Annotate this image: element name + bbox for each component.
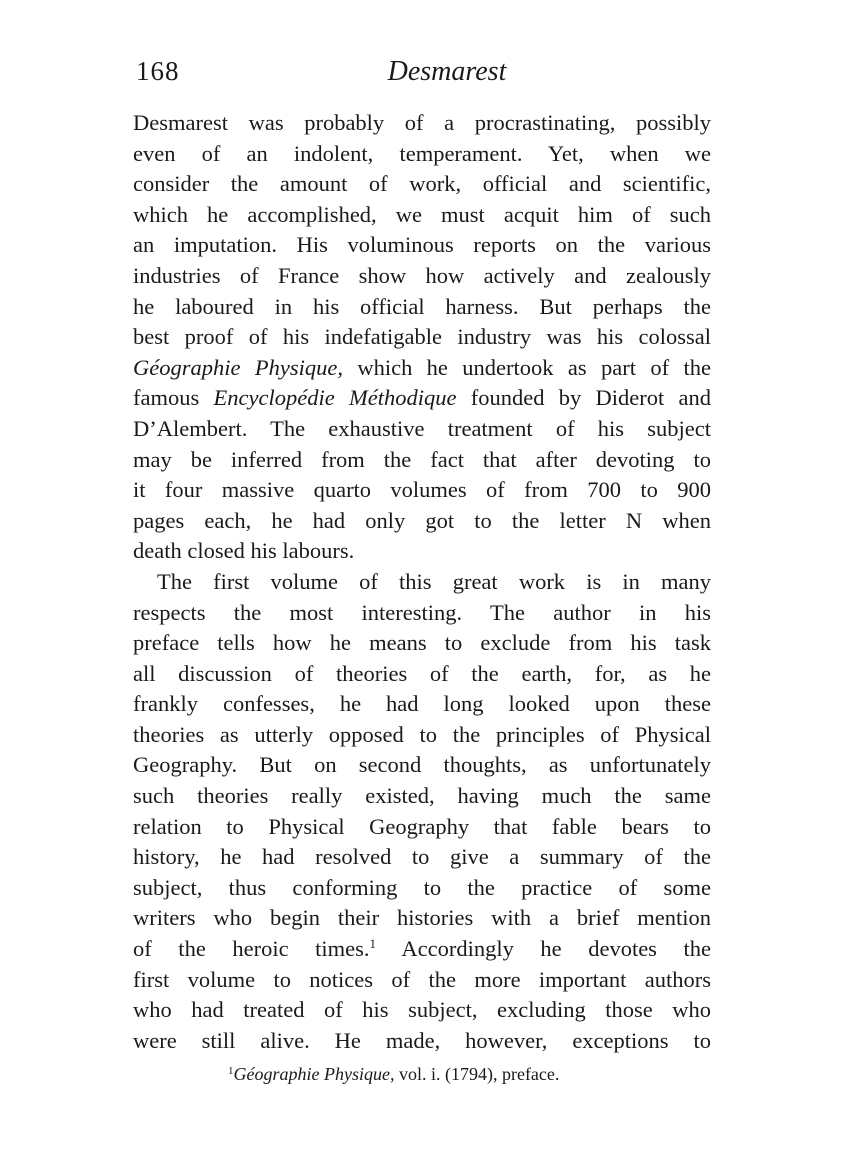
text-segment: it four massive quarto volumes of from 700 to 900	[133, 477, 711, 503]
text-segment: which he accomplished, we must acquit him of such	[133, 201, 711, 227]
text-line	[133, 322, 711, 353]
text-segment: death closed his labours.	[133, 538, 355, 564]
text-line	[133, 200, 711, 231]
text-line	[133, 475, 711, 506]
running-head: Desmarest	[387, 56, 507, 87]
text-line	[133, 383, 711, 414]
text-segment: Geography. But on second thoughts, as unfortunately	[133, 752, 711, 778]
text-line	[133, 139, 711, 170]
text-line	[133, 720, 711, 751]
text-segment: an imputation. His voluminous reports on the various	[133, 232, 711, 258]
text-segment: of the heroic times.	[133, 936, 370, 962]
text-segment: relation to Physical Geography that fable bears to	[133, 813, 711, 839]
text-line	[133, 934, 711, 965]
text-segment: Desmarest was probably of a procrastinating, possibly	[133, 110, 711, 135]
text-line	[133, 261, 711, 292]
body-text	[133, 108, 711, 1056]
text-line	[133, 903, 711, 934]
text-line	[133, 536, 711, 567]
text-line	[133, 414, 711, 445]
text-segment: pages each, he had only got to the letter N when	[133, 507, 711, 533]
page-number: 168	[136, 56, 180, 86]
text-segment: who had treated of his subject, excluding those who	[133, 997, 711, 1023]
text-line	[133, 781, 711, 812]
text-line	[133, 292, 711, 323]
text-line	[133, 108, 711, 139]
text-segment: industries of France show how actively and zealously	[133, 262, 711, 288]
text-segment: Accordingly he devotes the	[376, 936, 711, 962]
text-segment: he laboured in his official harness. But perhaps the	[133, 293, 711, 319]
footnote-text: vol. i. (1794), preface.	[394, 1064, 560, 1084]
text-segment: preface tells how he means to exclude from his task	[133, 630, 711, 656]
text-segment: history, he had resolved to give a summary of the	[133, 844, 711, 870]
text-line	[133, 567, 711, 598]
text-segment: founded by Diderot and	[456, 385, 711, 411]
text-segment: consider the amount of work, official and scientific,	[133, 171, 711, 197]
text-line	[133, 965, 711, 996]
text-line	[133, 750, 711, 781]
text-segment: which he undertook as part of the	[342, 354, 711, 380]
text-segment: respects the most interesting. The author in his	[133, 599, 711, 625]
footnote	[228, 1062, 668, 1086]
text-segment: even of an indolent, temperament. Yet, when we	[133, 140, 711, 166]
text-line	[133, 506, 711, 537]
text-segment: may be inferred from the fact that after devoting to	[133, 446, 711, 472]
footnote-marker: 1	[228, 1065, 234, 1077]
footnote-title: Géographie Physique,	[233, 1064, 395, 1084]
text-segment: The first volume of this great work is in many	[157, 568, 711, 594]
text-segment: such theories really existed, having much the same	[133, 783, 711, 809]
text-segment: theories as utterly opposed to the principles of Physical	[133, 721, 711, 747]
text-segment: were still alive. He made, however, exceptions to	[133, 1027, 711, 1053]
text-segment: famous	[133, 385, 214, 411]
text-segment: subject, thus conforming to the practice of some	[133, 874, 711, 900]
text-line	[133, 995, 711, 1026]
text-line	[133, 659, 711, 690]
italic-title: Encyclopédie Méthodique	[213, 385, 457, 411]
text-line	[133, 689, 711, 720]
text-segment: best proof of his indefatigable industry was his colossal	[133, 324, 711, 350]
text-line	[133, 445, 711, 476]
footnote-reference: 1	[369, 936, 377, 952]
text-segment: frankly confesses, he had long looked upon these	[133, 691, 711, 717]
text-segment: first volume to notices of the more important authors	[133, 966, 711, 992]
italic-title: Géographie Physique,	[133, 354, 343, 380]
text-segment: D’Alembert. The exhaustive treatment of his subject	[133, 415, 711, 441]
text-segment: writers who begin their histories with a brief mention	[133, 905, 711, 931]
text-line	[133, 1026, 711, 1057]
text-segment: all discussion of theories of the earth, for, as he	[133, 660, 711, 686]
text-line	[133, 842, 711, 873]
text-line	[133, 812, 711, 843]
page-header	[134, 56, 710, 96]
text-line	[133, 873, 711, 904]
text-line	[133, 598, 711, 629]
text-line	[133, 169, 711, 200]
text-line	[133, 353, 711, 384]
text-line	[133, 230, 711, 261]
text-line	[133, 628, 711, 659]
